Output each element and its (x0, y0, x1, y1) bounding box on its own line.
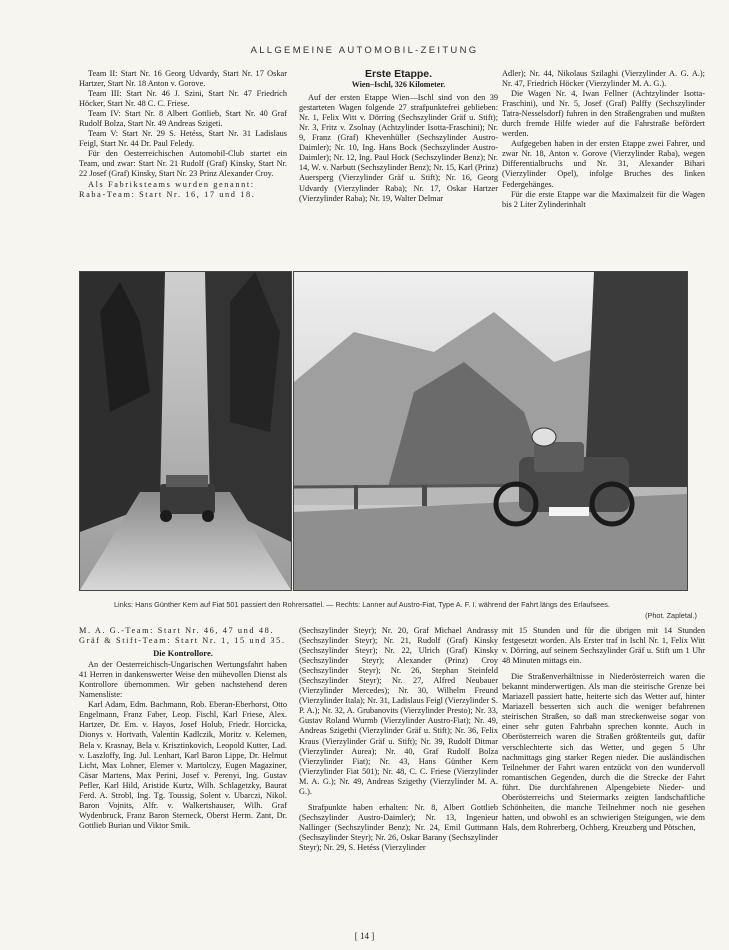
bottom-column-3 (502, 626, 705, 926)
photo-caption: Links: Hans Günther Kern auf Fiat 501 passiert den Rohrersattel. — Rechts: Lanner auf Austro-Fiat, Type A. F. I. während der Fahrt längs des Erlaufsees. (114, 600, 610, 609)
paragraph: Team II: Start Nr. 16 Georg Udvardy, Start Nr. 17 Oskar Hartzer, Start Nr. 18 Anton v. Gorove. (79, 69, 287, 89)
paragraph: Team III: Start Nr. 46 J. Szini, Start Nr. 47 Friedrich Höcker, Start Nr. 48 C. C. Friese. (79, 89, 287, 109)
paragraph: Karl Adam, Edm. Bachmann, Rob. Eberan-Eberhorst, Otto Engelmann, Franz Faber, Leop. Fischl, Karl Friese, Alex. Hartzer, Dr. Em. v. Hayos, Josef Holub, Friedr. Horcicka, Dionys v. Hortvath, Valentin Kadlczik, Moritz v. Kelemen, Bela v. Krasnay, Bela v. Krisztinkovich, Leopold Kutter, Lad. v. Laszloffy, Ing. Jul. Lenhart, Karl Baron Lippe, Dr. Helmut Licht, Max Lohner, Elemer v. Martolczy, Eugen Magaziner, Cäsar Martens, Max Perini, Josef v. Perenyi, Ing. Gustav Pefler, Karl Hild, Aristide Kurtz, Wilh. Schlagetzky, Baurat Ferd. A. Strobl, Ing. Tg. Toussig, Solent v. Ubarczi, Nikol. Baron Vojnits, Alfr. v. Walkertshauser, Wilh. Graf Wydenbruck, Franz Baron Sterneck, Oberst Herm. Zant, Dr. Gottlieb Burian und Viktor Smik. (79, 700, 287, 830)
paragraph: Die Straßenverhältnisse in Niederösterreich waren die bekannt minderwertigen. Als man die steirische Grenze bei Mariazell passiert hatte, heiterte sich das Wetter auf, hinter Mariazell besserten sich auch die weniger befahrenen steirischen Straßen, so daß man streckenweise sogar von einer sehr guten Fahrbahn sprechen konnte. Auch in Oberösterreich waren die Straßen größtenteils gut, dafür verschlechterte sich das Wetter, und gegen 5 Uhr nachmittags ging starker Regen nieder. Die ausländischen Teilnehmer der Fahrt waren entzückt von den wundervoll romantischen Gegenden, durch die die Strecke der Fahrt führt. Die durchfahrenen Alpengebiete Nieder- und Oberösterreichs und Steiermarks zeigten landschaftliche Schönheiten, die manche Teilnehmer noch nie gesehen hatten, und obwohl es an schwierigen Steigungen, wie dem Hals, dem Rohrerberg, Ochberg, Kreuzberg und Pötschen, (502, 672, 705, 832)
page-number: [ 14 ] (354, 931, 375, 941)
top-column-3 (502, 69, 705, 267)
paragraph: Auf der ersten Etappe Wien—Ischl sind von den 39 gestarteten Wagen folgende 27 strafpunktefrei geblieben: Nr. 1, Felix Witt v. Dörring (Sechszylinder Gräf u. Stift); Nr. 3, Fritz v. Zsolnay (Achtzylinder Isotta-Fraschini); Nr. 9, Franz (Graf) Khevenhüller (Sechszylinder Austro-Daimler); Nr. 10, Ing. Hans Bock (Sechszylinder Austro-Daimler); Nr. 12, Ing. Paul Hock (Sechszylinder Benz); Nr. 14, W. v. Narbutt (Sechszylinder Benz); Nr. 15, Karl (Prinz) Auersperg (Vierzylinder Gräf u. Stift); Nr. 16, Georg Udvardy (Vierzylinder Raba); Nr. 17, Oskar Hartzer (Vierzylinder Raba); Nr. 19, Walter Delmar (299, 93, 498, 203)
photo-lakeside-car (293, 271, 688, 591)
paragraph: Als Fabriksteams wurden genannt: (88, 179, 255, 189)
paragraph: Die Wagen Nr. 4, Iwan Fellner (Achtzylinder Isotta-Fraschini), und Nr. 5, Josef (Graf) Palffy (Sechszylinder Tatra-Nesselsdorf) fuhren in den Straßengraben und mußten durch fremde Hilfe wieder auf die Fahrstraße befördert werden. (502, 89, 705, 139)
photo-forest-road-car (79, 271, 292, 591)
photo-credit: (Phot. Zapletal.) (645, 611, 697, 620)
top-column-1 (79, 69, 287, 267)
paragraph: Adler); Nr. 44, Nikolaus Szilaghi (Vierzylinder A. G. A.); Nr. 47, Friedrich Höcker (Vierzylinder M. A. G.). (502, 69, 705, 89)
paragraph: M. A. G.-Team: Start Nr. 46, 47 und 48. (79, 626, 275, 635)
paragraph: Aufgegeben haben in der ersten Etappe zwei Fahrer, und zwar Nr. 18, Anton v. Gorove (Vierzylinder Raba), wegen Differentialbruchs und Nr. 31, Alexander Bihari (Vierzylinder Opel), infolge Bruches des linken Federgehänges. (502, 139, 705, 189)
paragraph: Strafpunkte haben erhalten: Nr. 8, Albert Gottlieb (Sechszylinder Austro-Daimler); Nr. 13, Ingenieur Nallinger (Sechszylinder Benz); Nr. 24, Emil Guttmann (Sechszylinder Steyr); Nr. 26, Oskar Barany (Sechszylinder Steyr); Nr. 29, S. Hetéss (Vierzylinder (299, 802, 498, 852)
top-column-2 (299, 69, 498, 267)
section-heading: Die Kontrollore. (153, 648, 213, 659)
section-title: Erste Etappe. (364, 69, 433, 80)
paragraph: mit 15 Stunden und für die übrigen mit 14 Stunden festgesetzt worden. Als Erster traf in Ischl Nr. 1, Felix Witt v. Dörring, auf seinem Sechszylinder Gräf u. Stift um 1 Uhr 48 Minuten mittags ein. (502, 626, 705, 666)
section-subtitle: Wien–Ischl, 326 Kilometer. (351, 80, 446, 90)
paragraph: Team IV: Start Nr. 8 Albert Gottlieb, Start Nr. 40 Graf Rudolf Bolza, Start Nr. 49 Andreas Szigeti. (79, 109, 287, 129)
bottom-column-2 (299, 626, 498, 926)
bottom-column-1 (79, 626, 287, 926)
paragraph: Für die erste Etappe war die Maximalzeit für die Wagen bis 2 Liter Zylinderinhalt (502, 189, 705, 209)
paragraph: Team V: Start Nr. 29 S. Hetéss, Start Nr. 31 Ladislaus Feigl, Start Nr. 44 Dr. Paul Feledy. (79, 129, 287, 149)
paragraph: An der Oesterreichisch-Ungarischen Wertungsfahrt haben 41 Herren in dankenswerter Weise den mühevollen Dienst als Kontrollore übernommen. Wir geben nachstehend deren Namensliste: (79, 660, 287, 700)
journal-header: ALLGEMEINE AUTOMOBIL-ZEITUNG (250, 45, 479, 56)
paragraph: Für den Oesterreichischen Automobil-Club startet ein Team, und zwar: Start Nr. 21 Rudolf (Graf) Kinsky, Start Nr. 22 Josef (Graf) Kinsky, Start Nr. 23 Prinz Alexander Croy. (79, 149, 287, 179)
paragraph: Raba-Team: Start Nr. 16, 17 und 18. (79, 189, 256, 199)
paragraph: (Sechszylinder Steyr); Nr. 20, Graf Michael Andrassy (Sechszylinder Steyr); Nr. 21, Rudolf (Graf) Kinsky (Sechszylinder Steyr); Nr. 22, Ulrich (Graf) Kinsky (Sechszylinder Steyr); Alexander (Prinz) Croy (Sechszylinder Steyr); Nr. 26, Stephan Steinfeld (Sechszylinder Steyr); Nr. 27, Alfred Neubauer (Vierzylinder Mercedes); Nr. 30, Wilhelm Freund (Vierzylinder Itala); Nr. 31, Ladislaus Feigl (Vierzylinder S. P. A.); Nr. 32, A. Grubanovits (Vierzylinder Presto); Nr. 33, Gustav Roland Wurmb (Vierzylinder Austro-Fiat); Nr. 49, Andreas Szigethi (Vierzylinder Gräf u. Stift); Nr. 36, Felix Kraus (Vierzylinder Gräf u. Stift); Nr. 39, Rudolf Ditmar (Vierzylinder Aurea); Nr. 40, Graf Rudolf Bolza (Vierzylinder Fiat); Nr. 43, Hans Günther Kern (Vierzylinder Fiat 501); Nr. 48, C. C. Friese (Vierzylinder M. A. G.); Nr. 49, Andreas Szigethy (Vierzylinder M. A. G.). (299, 626, 498, 796)
paragraph: Gräf & Stift-Team: Start Nr. 1, 15 und 35. (79, 636, 286, 646)
